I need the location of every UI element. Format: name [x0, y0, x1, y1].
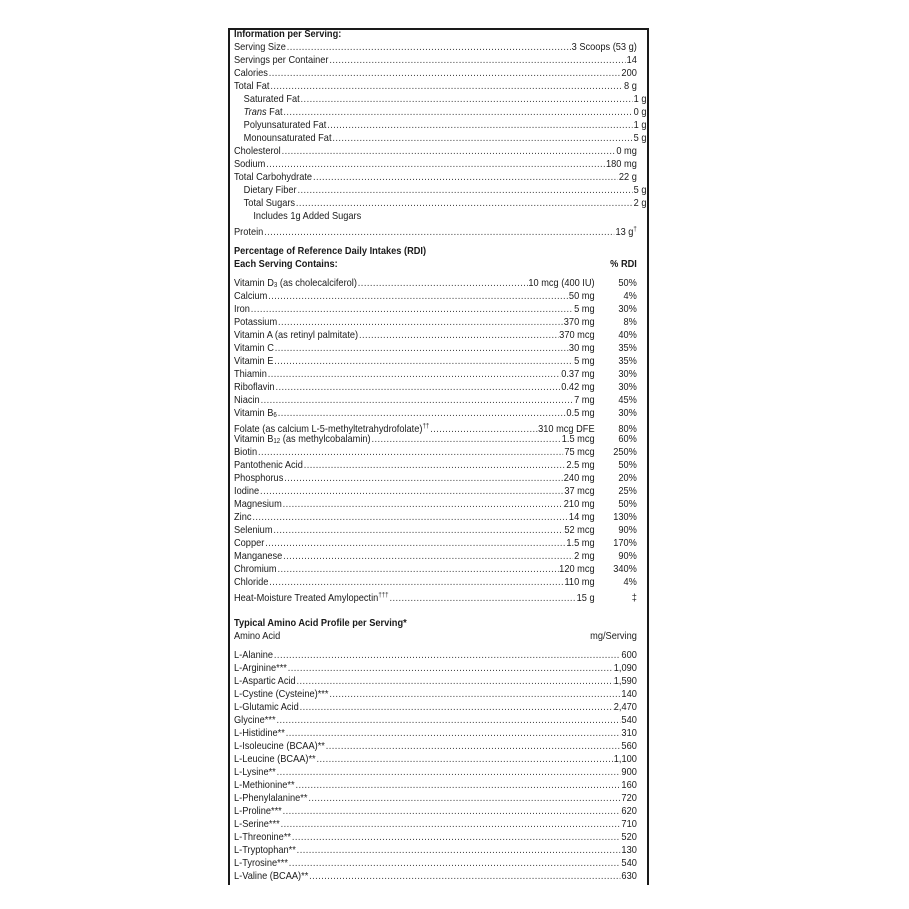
rdi-row — [234, 472, 637, 485]
info-row-value: 0 g — [633, 106, 647, 118]
amino-row-label: L-Lysine** — [234, 766, 276, 778]
amino-row — [234, 714, 637, 727]
rdi-row-label — [234, 381, 275, 394]
amino-row — [234, 688, 637, 701]
rdi-row — [234, 576, 637, 589]
rdi-row-value: 240 mg — [563, 472, 595, 484]
amino-row-value: 310 — [621, 727, 637, 739]
rdi-row-pct: 35% — [618, 342, 637, 354]
rdi-row-pct: 90% — [618, 524, 637, 536]
rdi-row-pct: 170% — [613, 537, 637, 549]
rdi-row-value: 37 mcg — [564, 485, 595, 497]
amino-row-label: L-Isoleucine (BCAA)** — [234, 740, 325, 752]
info-row-label: Serving Size — [234, 41, 286, 53]
info-row — [234, 67, 637, 80]
amino-row-label: L-Serine*** — [234, 818, 280, 830]
info-row — [234, 145, 637, 158]
amino-row-label: L-Phenylalanine** — [234, 792, 308, 804]
info-row-label: Polyunsaturated Fat — [243, 119, 327, 131]
rdi-row-label-text: Zinc — [234, 511, 252, 523]
rdi-row-pct: 50% — [618, 459, 637, 471]
amino-row-label: L-Tyrosine*** — [234, 857, 288, 869]
amino-row-label: L-Aspartic Acid — [234, 675, 296, 687]
amino-row — [234, 766, 637, 779]
amino-row-value: 160 — [621, 779, 637, 791]
rdi-row — [234, 459, 637, 472]
rdi-row-value: 370 mg — [563, 316, 595, 328]
rdi-row-label — [234, 446, 257, 459]
rdi-row-label — [234, 368, 267, 381]
info-row-label: Sodium — [234, 158, 266, 170]
amino-row-label: Glycine*** — [234, 714, 276, 726]
amino-title: Typical Amino Acid Profile per Serving* — [234, 617, 407, 629]
rdi-row-label-sup: ††† — [378, 592, 389, 599]
rdi-row-pct: 4% — [623, 576, 637, 588]
info-row-value: 2 g — [633, 197, 647, 209]
amino-row-value: 720 — [621, 792, 637, 804]
amino-row — [234, 818, 637, 831]
rdi-row-label-text: Vitamin B — [234, 407, 274, 419]
info-row-value: 3 Scoops (53 g) — [571, 41, 637, 53]
info-row — [234, 41, 637, 54]
amino-row — [234, 831, 637, 844]
rdi-row-value: 0.37 mg — [561, 368, 595, 380]
amino-row-label: L-Histidine** — [234, 727, 285, 739]
rdi-row-pct: 340% — [613, 563, 637, 575]
rdi-row — [234, 537, 637, 550]
amino-row-label: L-Leucine (BCAA)** — [234, 753, 316, 765]
rdi-row-label — [234, 290, 267, 303]
rdi-row-label-rest: (as cholecalciferol) — [277, 277, 357, 289]
amino-row-label: L-Tryptophan** — [234, 844, 296, 856]
amino-row — [234, 649, 637, 662]
rdi-row-label-text: Iodine — [234, 485, 260, 497]
rdi-row-pct: 50% — [618, 498, 637, 510]
rdi-row-label-text: Manganese — [234, 550, 283, 562]
rdi-row — [234, 381, 637, 394]
rdi-row-value: 50 mg — [568, 290, 595, 302]
rdi-row-label-sub: 6 — [273, 412, 277, 419]
amino-row — [234, 857, 637, 870]
rdi-row-value: 0.42 mg — [561, 381, 595, 393]
rdi-row — [234, 342, 637, 355]
rdi-row-value: 1.5 mg — [566, 537, 595, 549]
rdi-row-label-text: Vitamin A (as retinyl palmitate) — [234, 329, 359, 341]
rdi-row-value: 10 mcg (400 IU) — [528, 277, 595, 289]
rdi-row-pct: 25% — [618, 485, 637, 497]
rdi-row-pct: ‡ — [631, 592, 637, 604]
rdi-header — [234, 258, 637, 271]
rdi-row-label-text: Vitamin E — [234, 355, 274, 367]
rdi-row-value: 2 mg — [574, 550, 595, 562]
rdi-row-value: 210 mg — [563, 498, 595, 510]
rdi-row-label-text: Pantothenic Acid — [234, 459, 303, 471]
info-row — [234, 119, 647, 132]
amino-row — [234, 675, 637, 688]
protein-value: 13 g — [615, 226, 634, 238]
rdi-row-label-text: Chromium — [234, 563, 277, 575]
rdi-row-label-text: Riboflavin — [234, 381, 275, 393]
amino-row-label: L-Alanine — [234, 649, 274, 661]
rdi-row-value: 310 mcg DFE — [538, 423, 595, 435]
rdi-row — [234, 446, 637, 459]
info-row-label: Dietary Fiber — [243, 184, 297, 196]
rdi-row-value: 370 mcg — [559, 329, 595, 341]
rdi-row-pct: 250% — [613, 446, 637, 458]
rdi-row-pct: 40% — [618, 329, 637, 341]
info-row-value: 0 mg — [616, 145, 637, 157]
amino-row-value: 900 — [621, 766, 637, 778]
amino-row-label: L-Threonine** — [234, 831, 292, 843]
rdi-row-value: 15 g — [576, 592, 595, 604]
amino-row — [234, 662, 637, 675]
rdi-row-pct: 130% — [613, 511, 637, 523]
info-row — [234, 93, 647, 106]
info-row — [234, 106, 647, 119]
rdi-row-label-text: Copper — [234, 537, 265, 549]
rdi-row-pct: 80% — [618, 423, 637, 435]
rdi-row-value: 52 mcg — [564, 524, 595, 536]
rdi-row-pct: 4% — [623, 290, 637, 302]
rdi-row-label-text: Thiamin — [234, 368, 267, 380]
rdi-row — [234, 368, 637, 381]
rdi-row-label — [234, 589, 389, 605]
trans-italic: Trans — [243, 106, 267, 118]
amino-row — [234, 740, 637, 753]
rdi-row — [234, 420, 637, 433]
info-row-label: Cholesterol — [234, 145, 281, 157]
amino-row-value: 2,470 — [613, 701, 637, 713]
rdi-row-pct: 20% — [618, 472, 637, 484]
info-row-value: 8 g — [624, 80, 637, 92]
added-sugars-note: Includes 1g Added Sugars — [253, 210, 362, 222]
rdi-row-label — [234, 316, 277, 329]
info-row-value: 180 mg — [606, 158, 637, 170]
amino-row-label: L-Valine (BCAA)** — [234, 870, 309, 882]
rdi-row-value: 14 mg — [568, 511, 595, 523]
rdi-row-label — [234, 459, 303, 472]
rdi-row — [234, 394, 637, 407]
amino-table — [234, 649, 637, 883]
amino-row — [234, 805, 637, 818]
rdi-row-label-text: Calcium — [234, 290, 268, 302]
amino-row-value: 600 — [621, 649, 637, 661]
rdi-row — [234, 589, 637, 602]
protein-label: Protein — [234, 226, 264, 238]
rdi-row-label-text: Phosphorus — [234, 472, 284, 484]
info-row-label: Monounsaturated Fat — [243, 132, 332, 144]
rdi-row-label-text: Biotin — [234, 446, 258, 458]
rdi-title: Percentage of Reference Daily Intakes (RDI) — [234, 245, 427, 257]
amino-col-right: mg/Serving — [590, 630, 637, 642]
rdi-row-value: 1.5 mcg — [561, 433, 595, 445]
info-row-value: 1 g — [633, 93, 647, 105]
info-table — [234, 41, 647, 210]
info-row-label: Servings per Container — [234, 54, 329, 66]
protein-mark: † — [633, 226, 637, 233]
rdi-row-label — [234, 394, 260, 407]
info-row-value: 5 g — [633, 132, 647, 144]
rdi-row — [234, 290, 637, 303]
rdi-row-pct: 30% — [618, 381, 637, 393]
rdi-row-pct: 45% — [618, 394, 637, 406]
rdi-row-label — [234, 550, 282, 563]
rdi-row — [234, 316, 637, 329]
rdi-row-value: 30 mg — [568, 342, 595, 354]
amino-row — [234, 701, 637, 714]
rdi-row-label — [234, 511, 251, 524]
amino-row-label: L-Proline*** — [234, 805, 282, 817]
amino-row-value: 630 — [621, 870, 637, 882]
rdi-row-label — [234, 342, 274, 355]
nutrition-panel — [228, 28, 649, 885]
rdi-row-label-text: Selenium — [234, 524, 273, 536]
info-row — [234, 132, 647, 145]
info-row — [234, 184, 647, 197]
rdi-row-label-text: Potassium — [234, 316, 278, 328]
rdi-row-value: 75 mcg — [564, 446, 595, 458]
info-title: Information per Serving: — [234, 28, 342, 40]
amino-row-label: L-Glutamic Acid — [234, 701, 299, 713]
amino-row-value: 540 — [621, 714, 637, 726]
rdi-row-value: 7 mg — [574, 394, 595, 406]
rdi-row-pct: 50% — [618, 277, 637, 289]
rdi-row-pct: 60% — [618, 433, 637, 445]
rdi-row-pct: 35% — [618, 355, 637, 367]
rdi-row-value: 2.5 mg — [566, 459, 595, 471]
amino-row-value: 540 — [621, 857, 637, 869]
rdi-row — [234, 563, 637, 576]
rdi-row — [234, 329, 637, 342]
amino-row-value: 140 — [621, 688, 637, 700]
info-row-value: 200 — [621, 67, 637, 79]
amino-row-value: 1,100 — [613, 753, 637, 765]
rdi-row-pct: 90% — [618, 550, 637, 562]
rdi-row-value: 110 mg — [564, 576, 595, 588]
info-row-value: 14 — [626, 54, 637, 66]
info-row — [234, 80, 637, 93]
rdi-row-label — [234, 576, 268, 589]
rdi-row-label — [234, 303, 250, 316]
amino-row — [234, 870, 637, 883]
amino-row-value: 560 — [621, 740, 637, 752]
rdi-row-value: 5 mg — [574, 303, 595, 315]
rdi-row-pct: 30% — [618, 407, 637, 419]
rdi-row — [234, 277, 637, 290]
rdi-row-value: 5 mg — [574, 355, 595, 367]
rdi-row — [234, 524, 637, 537]
rdi-row-pct: 30% — [618, 303, 637, 315]
rdi-row-label — [234, 524, 273, 537]
rdi-row — [234, 550, 637, 563]
rdi-row-pct: 8% — [623, 316, 637, 328]
rdi-row — [234, 433, 637, 446]
info-row-label: Trans Fat — [243, 106, 283, 118]
rdi-row-label-text: Folate (as calcium L-5-methyltetrahydrofolate) — [234, 423, 423, 435]
amino-row — [234, 844, 637, 857]
amino-row-label: L-Arginine*** — [234, 662, 287, 674]
rdi-col-header: % RDI — [610, 258, 637, 270]
amino-header — [234, 630, 637, 643]
amino-row — [234, 753, 637, 766]
rdi-row-label — [234, 472, 283, 485]
rdi-table — [234, 277, 637, 602]
protein-row — [234, 223, 637, 236]
amino-row-value: 710 — [621, 818, 637, 830]
amino-row — [234, 792, 637, 805]
rdi-row-pct: 30% — [618, 368, 637, 380]
rdi-row — [234, 511, 637, 524]
rdi-row-label — [234, 329, 358, 342]
rdi-row — [234, 407, 637, 420]
info-row-label: Total Carbohydrate — [234, 171, 313, 183]
rdi-row-label-sub: 3 — [273, 282, 278, 289]
rdi-row — [234, 355, 637, 368]
rdi-row-label-text: Niacin — [234, 394, 260, 406]
amino-row-value: 520 — [621, 831, 637, 843]
info-row-label: Calories — [234, 67, 268, 79]
rdi-row-label-text: Iron — [234, 303, 250, 315]
info-row — [234, 171, 637, 184]
info-row-value: 22 g — [618, 171, 637, 183]
rdi-row-label-rest: (as methylcobalamin) — [280, 433, 371, 445]
info-row-label: Total Fat — [234, 80, 270, 92]
amino-row — [234, 779, 637, 792]
rdi-row-label — [234, 563, 277, 576]
info-row-value: 5 g — [633, 184, 647, 196]
rdi-row-label-text: Vitamin D — [234, 277, 274, 289]
info-row — [234, 197, 647, 210]
amino-row-value: 1,090 — [613, 662, 637, 674]
info-row-value: 1 g — [633, 119, 647, 131]
info-row-label: Total Sugars — [243, 197, 296, 209]
rdi-row-label-sup: †† — [422, 423, 430, 430]
rdi-row — [234, 498, 637, 511]
rdi-row — [234, 303, 637, 316]
amino-row-value: 1,590 — [613, 675, 637, 687]
rdi-row-label-text: Heat-Moisture Treated Amylopectin — [234, 592, 379, 604]
rdi-subtitle: Each Serving Contains: — [234, 258, 338, 270]
rdi-row-value: 120 mcg — [559, 563, 595, 575]
rdi-row-label-text: Chloride — [234, 576, 269, 588]
rdi-row-label — [234, 498, 282, 511]
rdi-row — [234, 485, 637, 498]
amino-col-left: Amino Acid — [234, 630, 281, 642]
amino-row-value: 130 — [621, 844, 637, 856]
amino-row — [234, 727, 637, 740]
rdi-row-value: 0.5 mg — [566, 407, 595, 419]
rdi-row-label — [234, 537, 264, 550]
rdi-row-label-text: Vitamin B — [234, 433, 274, 445]
info-row-label: Saturated Fat — [243, 93, 300, 105]
rdi-row-label — [234, 355, 273, 368]
rdi-row-label-sub: 12 — [273, 438, 281, 445]
rdi-row-label — [234, 485, 259, 498]
amino-row-label: L-Cystine (Cysteine)*** — [234, 688, 329, 700]
rdi-row-label-text: Vitamin C — [234, 342, 274, 354]
rdi-row-label-text: Magnesium — [234, 498, 282, 510]
info-row — [234, 54, 637, 67]
amino-row-value: 620 — [621, 805, 637, 817]
info-row — [234, 158, 637, 171]
amino-row-label: L-Methionine** — [234, 779, 295, 791]
